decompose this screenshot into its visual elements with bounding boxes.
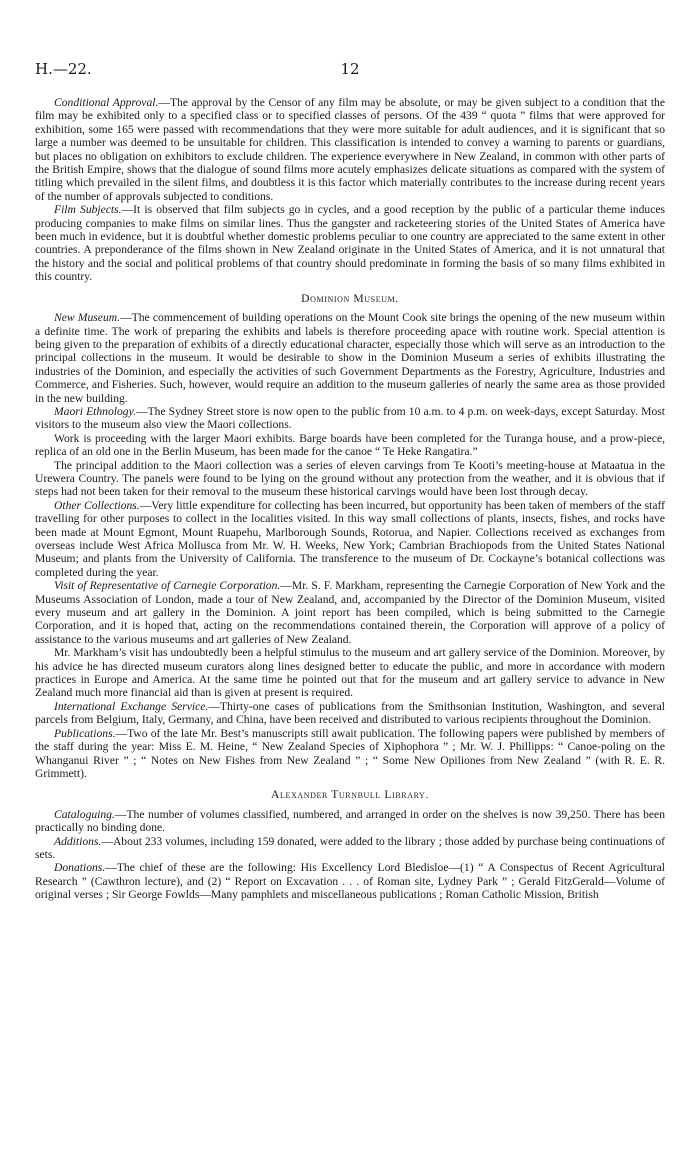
paragraph-lead-title: Donations. [54,861,106,875]
paragraph-text: —The approval by the Censor of any film may be absolute, or may be given subject to a condition that the film may be exhibited only to a specified class or to specified classes of persons. Of the 439 “ quota ” films that were approved for exhibition, some 165 were passed with recommendations that they were more suitable for adult audiences, and it is significant that so large a number was deemed to be unsuitable for children. This classification is intended to convey a warning to parents or guardians, but places no obligation on exhibitors to exclude children. The experience everywhere in New Zealand, in common with other parts of the British Empire, shows that the dialogue of sound films more acutely emphasizes delicate situations as compared with the system of titling which prevailed in the silent films, and doubtless it is this factor which materially contributes to the increase during recent years of the number of approvals subjected to conditions. [35,96,665,203]
paragraph-lead-title: Other Collections. [54,498,140,512]
paragraph-text: —Mr. S. F. Markham, representing the Carnegie Corporation of New York and the Museums Association of London, made a tour of New Zealand, and, accompanied by the Director of the Dominion Museum, visited every museum and art gallery in the Dominion. A joint report has been compiled, which is being submitted to the Carnegie Corporation, and it is hoped that, acting on the recommendations contained therein, the Corporation will approve of a policy of assistance to the various museums and art galleries of New Zealand. [35,579,665,646]
paragraph [35,835,665,862]
paragraph-text: —Thirty-one cases of publications from the Smithsonian Institution, Washington, and several parcels from Belgium, Italy, Germany, and China, have been received and distributed to various recipients throughout the Dominion. [35,699,665,727]
running-header [35,60,665,82]
paragraph-lead-title: Film Subjects. [54,203,122,217]
paragraph [35,700,665,727]
paragraph [35,203,665,283]
report-reference: H.—22. [35,60,92,78]
paragraph [35,311,665,405]
paragraph-text: —The commencement of building operations on the Mount Cook site brings the opening of the new museum within a definite time. The work of preparing the exhibits and labels is therefore proceeding apace with routine work. Special attention is being given to the preparation of exhibits of a directly educational character, especially those which will serve as an introduction to the principal collections in the museum. It would be desirable to show in the Dominion Museum a series of exhibits illustrating the industries of the Dominion, and especially the activities of such Government Departments as the Forestry, Agriculture, Industries and Commerce, and Fisheries. Such, however, would require an addition to the museum galleries of nearly the same area as those provided in the new building. [35,311,665,405]
paragraph [35,499,665,579]
paragraph-text: —The number of volumes classified, numbered, and arranged in order on the shelves is now 39,250. There has been practically no binding done. [35,807,665,835]
paragraph-text: Work is proceeding with the larger Maori exhibits. Barge boards have been completed for the Turanga house, and a prow-piece, replica of an old one in the Berlin Museum, has been made for the canoe “ Te Heke Rangatira.” [35,431,665,459]
paragraph [35,405,665,432]
paragraph [35,432,665,459]
section-heading: Alexander Turnbull Library. [271,788,429,802]
paragraph-lead-title: Conditional Approval. [54,96,159,109]
paragraph-text: —The chief of these are the following: His Excellency Lord Bledisloe—(1) “ A Conspectus of Recent Agricultural Research ” (Cawthron lecture), and (2) “ Report on Excavation . . . of Roman site, Lydney Park ” ; Gerald FitzGerald—Volume of original verses ; Sir George Fowlds—Many pamphlets and miscellaneous publications ; Roman Catholic Mission, British [35,861,665,902]
paragraph-text: —About 233 volumes, including 159 donated, were added to the library ; those added by purchase being continuations of sets. [35,834,665,861]
document-body [35,96,665,902]
paragraph-text: —Very little expenditure for collecting has been incurred, but opportunity has been taken of members of the staff travelling for other purposes to collect in the localities visited. In this way small collections of plants, insects, fishes, and rocks have been made at Mount Egmont, Mount Ruapehu, Marlborough Sounds, Rotorua, and Napier. Collections received as exchanges from overseas include West Africa Mollusca from Mr. W. H. Weeks, New York; Cambrian Brachiopods from the United States National Museum; and plants from the University of California. The transference to the museum of Dr. Cockayne’s botanical collections was completed during the year. [35,498,665,579]
page-number: 12 [340,60,360,78]
section-heading: Dominion Museum. [301,291,399,305]
paragraph-lead-title: International Exchange Service. [54,699,209,713]
paragraph-lead-title: Additions. [54,834,102,848]
paragraph-text: —The Sydney Street store is now open to the public from 10 a.m. to 4 p.m. on week-days, except Saturday. Most visitors to the museum also view the Maori collections. [35,404,665,432]
paragraph-lead-title: Publications. [54,726,116,740]
paragraph-lead-title: Visit of Representative of Carnegie Corporation. [54,579,281,593]
paragraph [35,579,665,646]
paragraph [35,808,665,835]
paragraph-text: Mr. Markham’s visit has undoubtedly been a helpful stimulus to the museum and art gallery service of the Dominion. Moreover, by his advice he has directed museum curators along lines designed better to educate the public, and more in accordance with modern practices in Europe and America. At the same time he pointed out that for the museum and art gallery service to advance in New Zealand much more financial aid than is given at present is required. [35,646,665,700]
paragraph-lead-title: Cataloguing. [54,807,115,821]
paragraph [35,646,665,700]
paragraph-text: —It is observed that film subjects go in cycles, and a good reception by the public of a particular theme induces producing companies to make films on similar lines. Thus the gangster and racketeering stories of the United States of America have been much in evidence, but it is doubtful whether domestic problems peculiar to one country are appreciated to the same extent in other countries. A preponderance of the films shown in New Zealand originate in the United States of America, and it is not unnatural that the history and the social and political problems of that country should predominate in forming the basis of so many films exhibited in this country. [35,203,665,284]
paragraph-text: The principal addition to the Maori collection was a series of eleven carvings from Te Kooti’s meeting-house at Mataatua in the Urewera Country. The panels were found to be lying on the ground without any protection from the weather, and it is obvious that if steps had not been taken for their removal to the museum these historical carvings would have been lost through decay. [35,458,665,499]
paragraph-text: —Two of the late Mr. Best’s manuscripts still await publication. The following papers were published by members of the staff during the year: Miss E. M. Heine, “ New Zealand Species of Xiphophora ” ; Mr. W. J. Phillipps: “ Canoe-poling on the Whanganui River ” ; “ Notes on New Fishes from New Zealand ” ; “ Some New Opiliones from New Zealand ” (with R. E. R. Grimmett). [35,726,665,780]
paragraph-lead-title: Maori Ethnology. [54,404,136,418]
paragraph [35,459,665,499]
paragraph [35,727,665,781]
paragraph [35,96,665,203]
paragraph [35,861,665,901]
paragraph-lead-title: New Museum. [54,311,121,325]
